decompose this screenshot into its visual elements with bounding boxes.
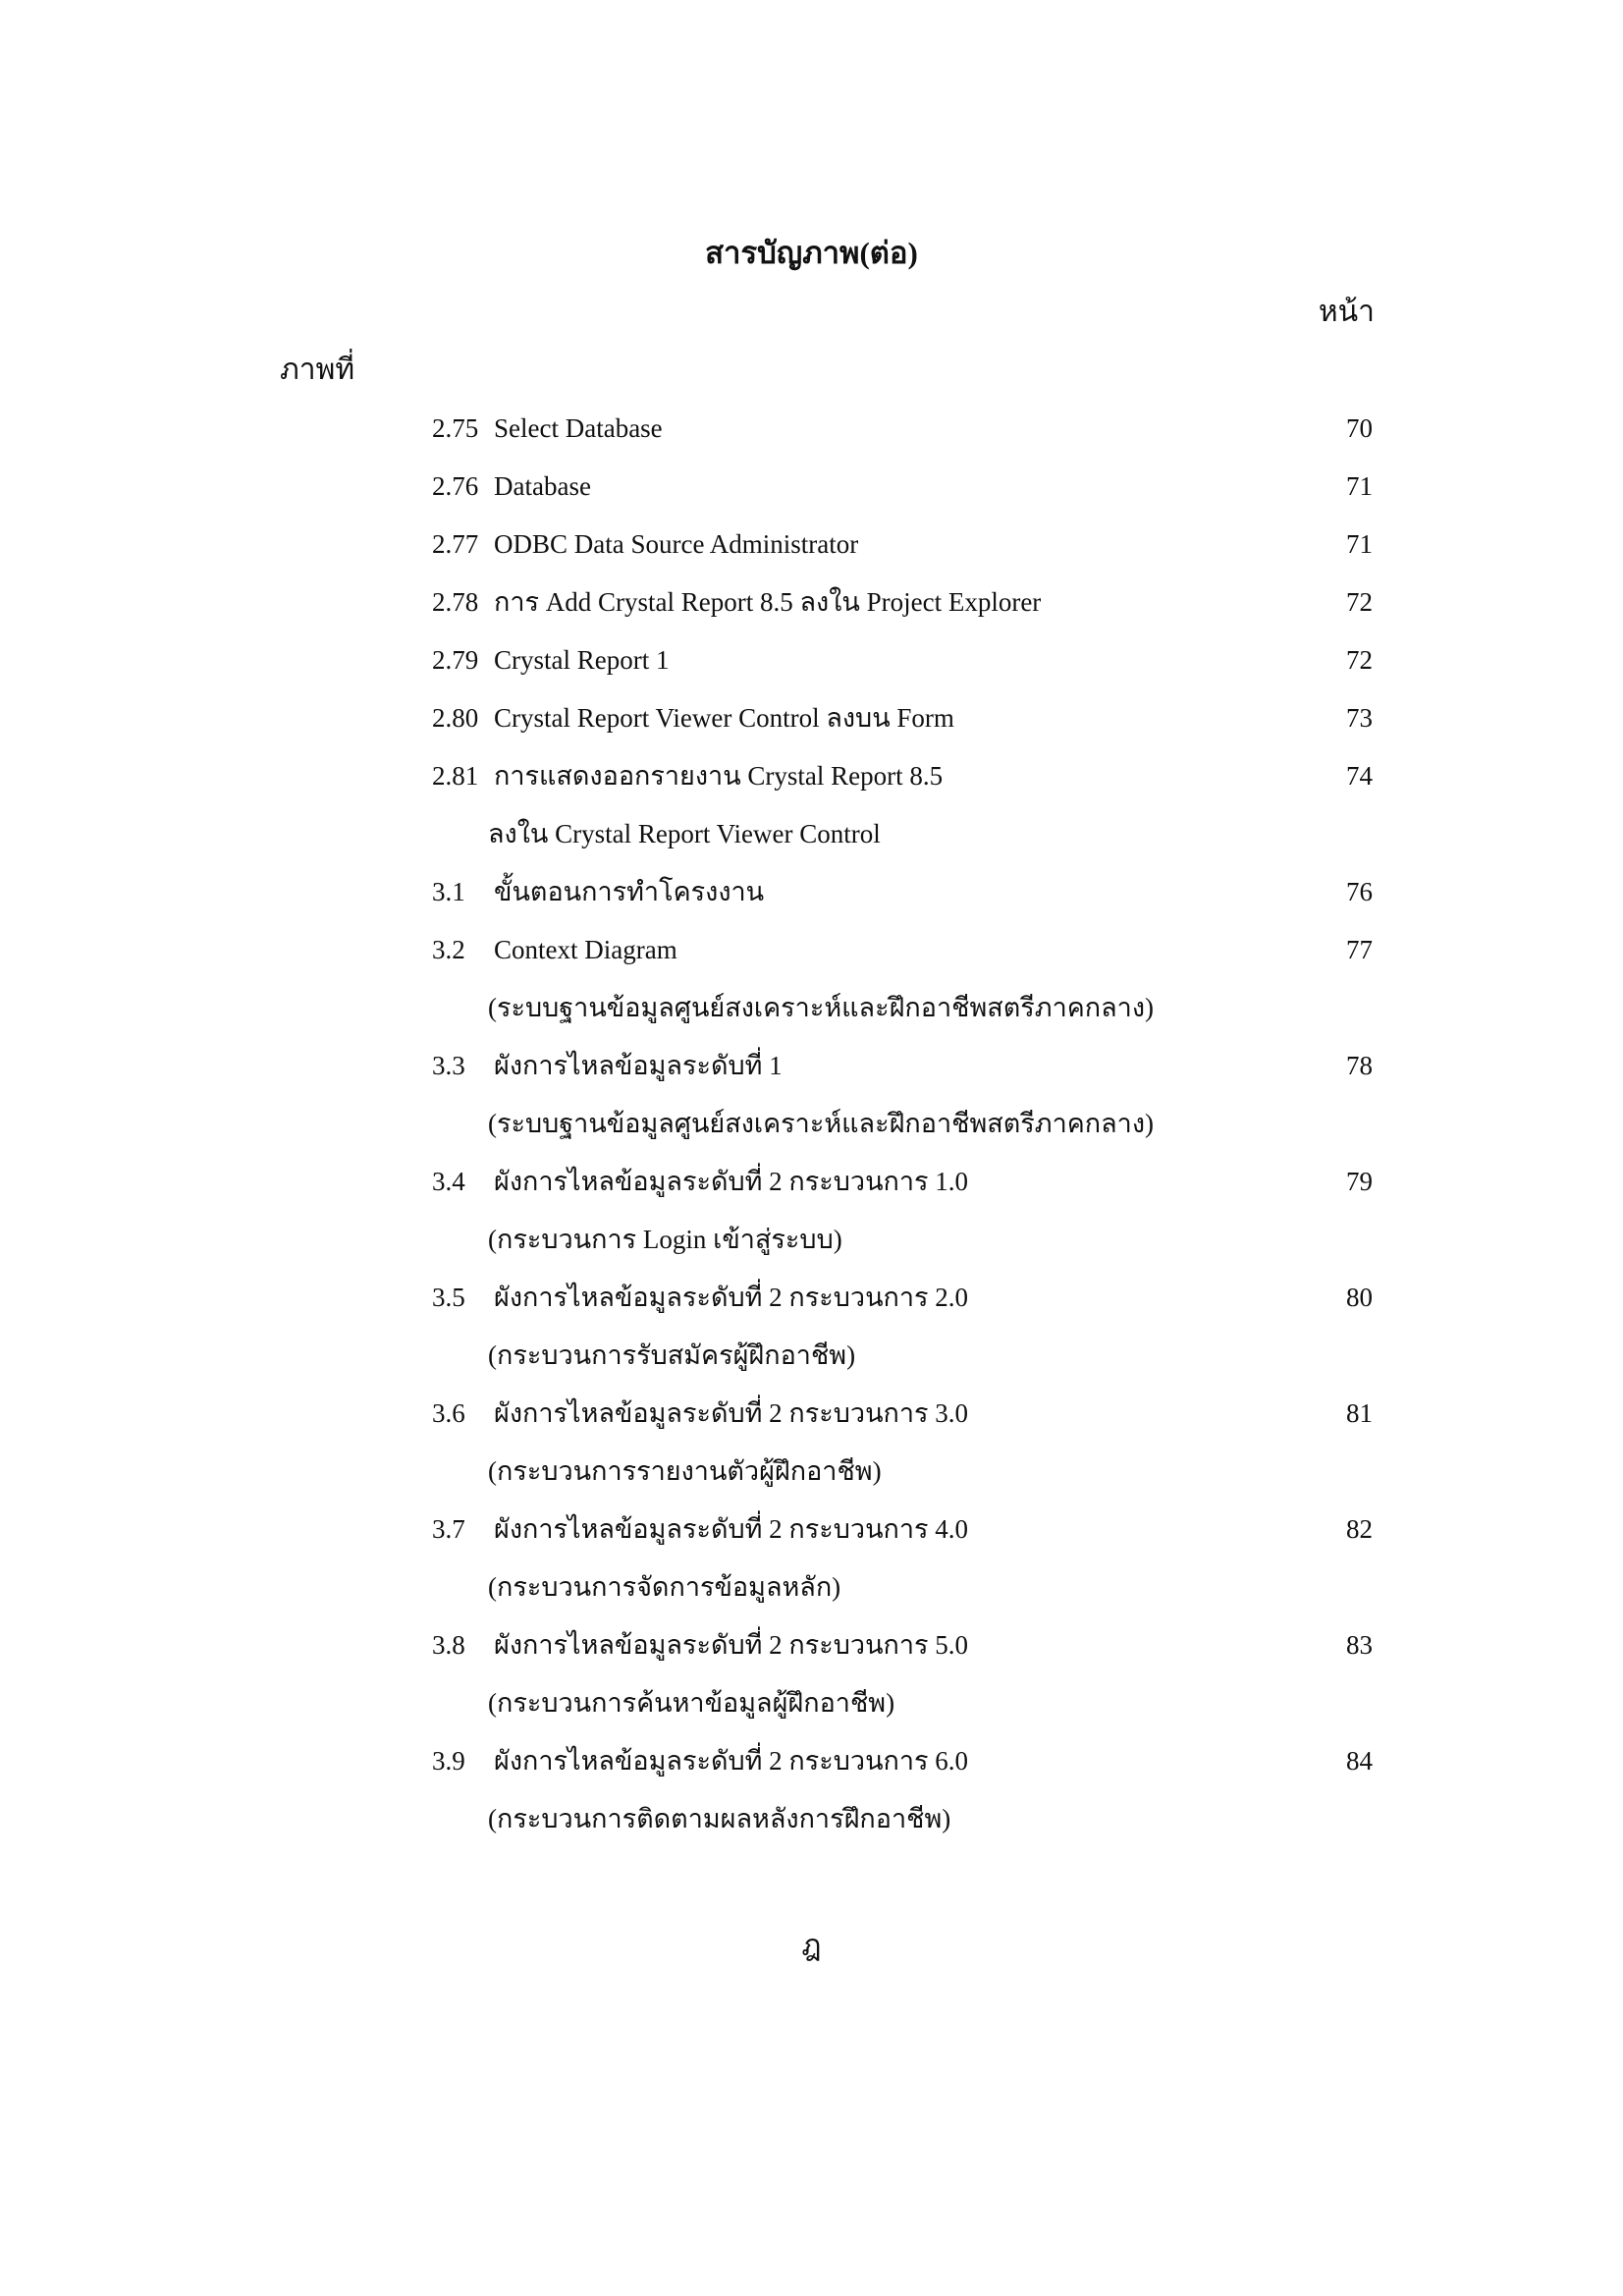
figure-title: การ Add Crystal Report 8.5 ลงใน Project Explorer xyxy=(494,587,1042,617)
figure-number: 2.79 xyxy=(432,645,479,675)
figure-title-continuation: (กระบวนการรับสมัครผู้ฝึกอาชีพ) xyxy=(488,1340,856,1370)
list-item xyxy=(0,1739,1623,1855)
figure-title: Database xyxy=(494,471,591,501)
entry-line xyxy=(0,407,1623,465)
figure-number: 2.75 xyxy=(432,413,479,443)
figure-page-number: 72 xyxy=(1346,587,1373,617)
figure-title: ผังการไหลข้อมูลระดับที่ 2 กระบวนการ 5.0 xyxy=(494,1630,969,1660)
figure-title: Crystal Report Viewer Control ลงบน Form xyxy=(494,703,954,733)
figure-number: 2.81 xyxy=(432,761,479,791)
entry-line xyxy=(0,1276,1623,1334)
page-column-header: หน้า xyxy=(1318,296,1375,328)
entry-continuation-line xyxy=(0,1449,1623,1507)
figure-title-continuation: (กระบวนการรายงานตัวผู้ฝึกอาชีพ) xyxy=(488,1456,882,1486)
entry-continuation-line xyxy=(0,1681,1623,1739)
figure-page-number: 80 xyxy=(1346,1283,1373,1312)
figure-number: 2.78 xyxy=(432,587,479,617)
figure-title-continuation: (กระบวนการติดตามผลหลังการฝึกอาชีพ) xyxy=(488,1804,951,1833)
figure-title: ผังการไหลข้อมูลระดับที่ 2 กระบวนการ 4.0 xyxy=(494,1514,969,1544)
figure-title: ODBC Data Source Administrator xyxy=(494,529,859,559)
list-item xyxy=(0,928,1623,1044)
list-item xyxy=(0,580,1623,638)
list-item xyxy=(0,407,1623,465)
figure-title: การแสดงออกรายงาน Crystal Report 8.5 xyxy=(494,761,944,791)
figure-page-number: 76 xyxy=(1346,877,1373,906)
figure-page-number: 77 xyxy=(1346,935,1373,964)
figure-column-header: ภาพที่ xyxy=(280,354,355,386)
figure-page-number: 71 xyxy=(1346,529,1373,559)
figure-title: Context Diagram xyxy=(494,935,677,964)
figure-page-number: 73 xyxy=(1346,703,1373,733)
figure-list xyxy=(0,407,1623,1855)
figure-page-number: 70 xyxy=(1346,413,1373,443)
figure-title-continuation: (กระบวนการจัดการข้อมูลหลัก) xyxy=(488,1572,841,1602)
figure-title: ผังการไหลข้อมูลระดับที่ 2 กระบวนการ 1.0 xyxy=(494,1167,969,1196)
figure-title: Select Database xyxy=(494,413,663,443)
entry-line xyxy=(0,1739,1623,1797)
list-item xyxy=(0,870,1623,928)
figure-number: 3.5 xyxy=(432,1283,465,1312)
figure-page-number: 72 xyxy=(1346,645,1373,675)
figure-title: Crystal Report 1 xyxy=(494,645,670,675)
figure-number: 2.77 xyxy=(432,529,479,559)
entry-line xyxy=(0,754,1623,812)
figure-title: ผังการไหลข้อมูลระดับที่ 2 กระบวนการ 3.0 xyxy=(494,1398,969,1428)
figure-page-number: 82 xyxy=(1346,1514,1373,1544)
list-item xyxy=(0,638,1623,696)
figure-page-number: 83 xyxy=(1346,1630,1373,1660)
figure-number: 3.3 xyxy=(432,1051,465,1080)
figure-title-continuation: (ระบบฐานข้อมูลศูนย์สงเคราะห์และฝึกอาชีพสตรีภาคกลาง) xyxy=(488,1109,1155,1138)
figure-page-number: 74 xyxy=(1346,761,1373,791)
list-item xyxy=(0,1623,1623,1739)
figure-title: ผังการไหลข้อมูลระดับที่ 2 กระบวนการ 6.0 xyxy=(494,1746,969,1776)
figure-page-number: 81 xyxy=(1346,1398,1373,1428)
figure-title-continuation: (ระบบฐานข้อมูลศูนย์สงเคราะห์และฝึกอาชีพสตรีภาคกลาง) xyxy=(488,993,1155,1022)
list-item xyxy=(0,1160,1623,1276)
figure-number: 3.4 xyxy=(432,1167,465,1196)
figure-title: ขั้นตอนการทำโครงงาน xyxy=(494,877,765,906)
entry-line xyxy=(0,870,1623,928)
entry-line xyxy=(0,1507,1623,1565)
entry-line xyxy=(0,1623,1623,1681)
entry-continuation-line xyxy=(0,812,1623,870)
entry-line xyxy=(0,638,1623,696)
page-number: ฎ xyxy=(801,1930,822,1962)
entry-line xyxy=(0,928,1623,986)
page-title: สารบัญภาพ(ต่อ) xyxy=(705,236,918,270)
entry-line xyxy=(0,1392,1623,1449)
figure-title-continuation: ลงใน Crystal Report Viewer Control xyxy=(488,819,881,848)
figure-number: 2.76 xyxy=(432,471,479,501)
figure-page-number: 78 xyxy=(1346,1051,1373,1080)
entry-line xyxy=(0,580,1623,638)
entry-continuation-line xyxy=(0,1334,1623,1392)
entry-line xyxy=(0,465,1623,522)
list-item xyxy=(0,1507,1623,1623)
figure-number: 2.80 xyxy=(432,703,479,733)
figure-title: ผังการไหลข้อมูลระดับที่ 1 xyxy=(494,1051,783,1080)
figure-number: 3.6 xyxy=(432,1398,465,1428)
entry-continuation-line xyxy=(0,1102,1623,1160)
list-item xyxy=(0,465,1623,522)
figure-number: 3.8 xyxy=(432,1630,465,1660)
entry-line xyxy=(0,696,1623,754)
figure-number: 3.9 xyxy=(432,1746,465,1776)
entry-continuation-line xyxy=(0,1797,1623,1855)
entry-line xyxy=(0,522,1623,580)
figure-number: 3.2 xyxy=(432,935,465,964)
figure-number: 3.1 xyxy=(432,877,465,906)
entry-line xyxy=(0,1044,1623,1102)
entry-continuation-line xyxy=(0,986,1623,1044)
entry-continuation-line xyxy=(0,1565,1623,1623)
entry-line xyxy=(0,1160,1623,1218)
figure-page-number: 71 xyxy=(1346,471,1373,501)
figure-number: 3.7 xyxy=(432,1514,465,1544)
list-item xyxy=(0,1276,1623,1392)
figure-page-number: 79 xyxy=(1346,1167,1373,1196)
list-item xyxy=(0,754,1623,870)
figure-page-number: 84 xyxy=(1346,1746,1373,1776)
list-item xyxy=(0,696,1623,754)
figure-title-continuation: (กระบวนการค้นหาข้อมูลผู้ฝึกอาชีพ) xyxy=(488,1688,895,1718)
entry-continuation-line xyxy=(0,1218,1623,1276)
list-item xyxy=(0,522,1623,580)
figure-title-continuation: (กระบวนการ Login เข้าสู่ระบบ) xyxy=(488,1225,842,1254)
list-item xyxy=(0,1044,1623,1160)
figure-title: ผังการไหลข้อมูลระดับที่ 2 กระบวนการ 2.0 xyxy=(494,1283,969,1312)
list-item xyxy=(0,1392,1623,1507)
